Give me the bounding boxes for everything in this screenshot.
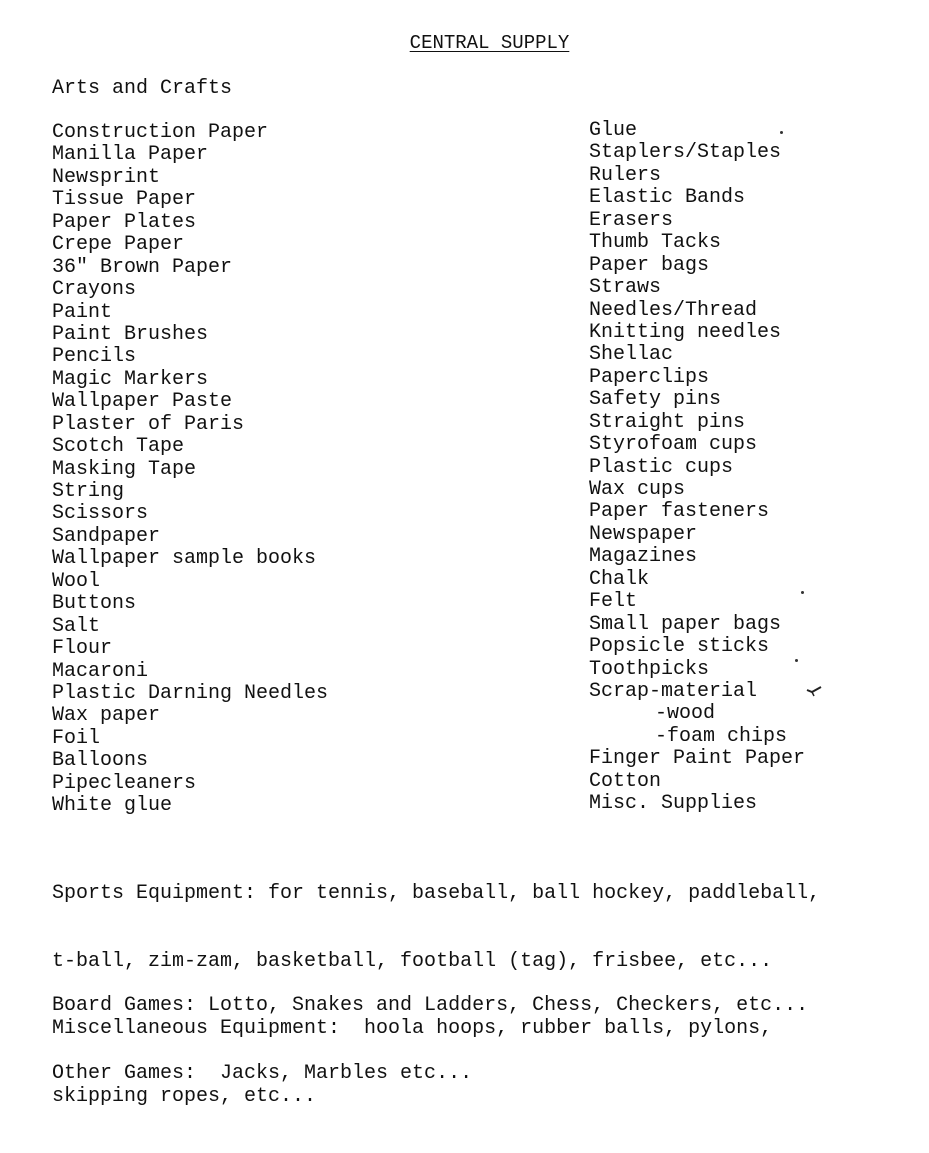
list-item: Scissors [52, 502, 149, 526]
list-item: Staplers/Staples [589, 141, 782, 165]
list-item: Scotch Tape [52, 435, 185, 459]
list-item: Glue [589, 119, 638, 142]
list-item: Paper fasteners [589, 500, 770, 524]
list-item: Wallpaper sample books [52, 547, 317, 571]
document-title [0, 32, 929, 54]
section-heading: Arts and Crafts [52, 77, 233, 100]
list-item: String [52, 480, 125, 503]
list-item: Masking Tape [52, 457, 197, 481]
list-item: Balloons [52, 749, 149, 773]
list-item: Salt [52, 614, 101, 638]
list-item: Paint [52, 300, 113, 324]
paragraph-line: skipping ropes, etc... [52, 1084, 317, 1108]
games-paragraph [52, 950, 808, 1130]
list-item: Chalk [589, 567, 650, 591]
list-item: Felt [589, 590, 638, 614]
list-item: Plastic Darning Needles [52, 681, 329, 705]
paragraph-line: Board Games: Lotto, Snakes and Ladders, Chess, Checkers, etc... [52, 994, 809, 1017]
list-item: Knitting needles [589, 320, 782, 344]
list-item: Scrap-material [589, 679, 758, 703]
list-item: Shellac [589, 343, 674, 367]
list-item: Wax cups [589, 478, 686, 501]
list-item: Misc. Supplies [589, 792, 758, 816]
list-item: Construction Paper [52, 121, 269, 144]
list-item: Crayons [52, 278, 137, 302]
list-item: Flour [52, 637, 113, 661]
list-subitem: -wood [655, 702, 716, 726]
list-item: Macaroni [52, 659, 149, 683]
list-item: Rulers [589, 163, 662, 187]
list-item: Buttons [52, 592, 137, 616]
list-item: Elastic Bands [589, 186, 746, 210]
title-text: CENTRAL SUPPLY [409, 32, 570, 54]
list-item: Plastic cups [589, 455, 734, 479]
list-item: Newsprint [52, 165, 161, 189]
list-item: Wallpaper Paste [52, 390, 233, 414]
paragraph-line: Sports Equipment: for tennis, baseball, ball hockey, paddleball, [52, 882, 821, 905]
list-item: Newspaper [589, 522, 698, 546]
list-item: Magic Markers [52, 367, 209, 391]
list-item: Tissue Paper [52, 188, 197, 212]
list-item: Cotton [589, 769, 662, 793]
list-item: Pencils [52, 345, 137, 369]
paragraph-line: t-ball, zim-zam, basketball, football (tag), frisbee, etc... [52, 949, 773, 973]
list-item: Magazines [589, 545, 698, 569]
list-subitem: -foam chips [655, 724, 788, 748]
paragraph-line: Other Games: Jacks, Marbles etc... [52, 1061, 473, 1085]
left-supply-list [52, 122, 328, 818]
scan-speck [795, 659, 798, 662]
list-item: Wax paper [52, 704, 161, 728]
list-item: Straws [589, 276, 662, 300]
list-item: Toothpicks [589, 657, 710, 681]
right-supply-list [589, 120, 805, 816]
list-item: Pipecleaners [52, 771, 197, 795]
paragraph-line: Miscellaneous Equipment: hoola hoops, rubber balls, pylons, [52, 1017, 773, 1040]
list-item: Styrofoam cups [589, 433, 758, 457]
list-item: Paint Brushes [52, 322, 209, 346]
list-item: Sandpaper [52, 524, 161, 548]
scan-speck [780, 131, 783, 134]
list-item: Thumb Tacks [589, 231, 722, 255]
list-item: Wool [52, 569, 101, 593]
list-item: Paper Plates [52, 210, 197, 234]
pen-check-mark [806, 686, 822, 698]
list-item: 36" Brown Paper [52, 255, 233, 279]
list-item: Finger Paint Paper [589, 747, 806, 771]
list-item: White glue [52, 794, 173, 818]
list-item: Manilla Paper [52, 143, 209, 167]
list-item: Popsicle sticks [589, 635, 770, 659]
list-item: Erasers [589, 208, 674, 232]
scan-speck [801, 591, 804, 594]
list-item: Foil [52, 726, 101, 750]
list-item: Safety pins [589, 388, 722, 412]
list-item: Straight pins [589, 410, 746, 434]
list-item: Plaster of Paris [52, 412, 245, 436]
list-item: Crepe Paper [52, 233, 185, 257]
list-item: Needles/Thread [589, 298, 758, 322]
list-item: Small paper bags [589, 612, 782, 636]
list-item: Paper bags [589, 253, 710, 277]
list-item: Paperclips [589, 365, 710, 389]
